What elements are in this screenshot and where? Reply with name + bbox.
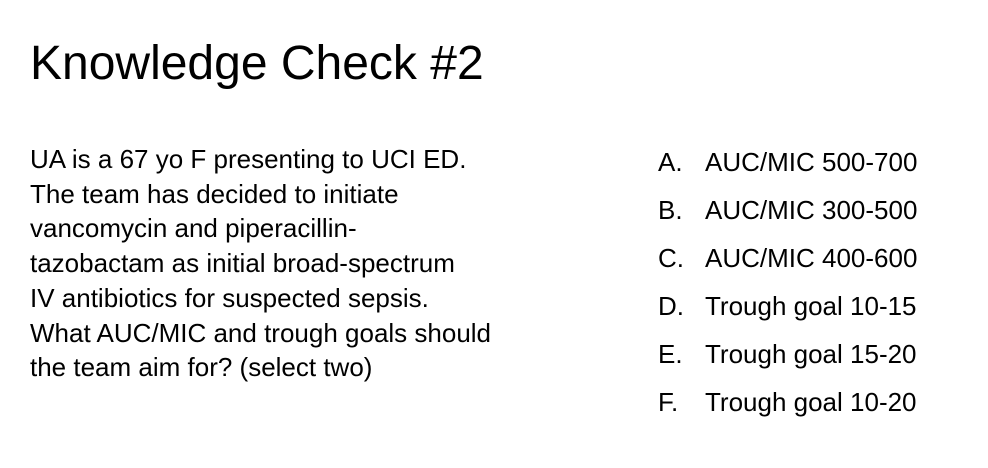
answer-option-f: [658, 378, 917, 426]
option-letter: C.: [658, 242, 684, 273]
answer-options-list: [658, 138, 917, 426]
question-line: the team aim for? (select two): [30, 352, 373, 383]
option-letter: E.: [658, 338, 683, 369]
option-letter: A.: [658, 146, 683, 177]
question-line: vancomycin and piperacillin-: [30, 213, 357, 244]
option-text: Trough goal 10-20: [705, 386, 917, 417]
answer-option-b: [658, 186, 917, 234]
question-text: [30, 142, 590, 385]
question-line: UA is a 67 yo F presenting to UCI ED.: [30, 144, 467, 174]
option-text: Trough goal 10-15: [705, 290, 917, 321]
answer-option-a: [658, 138, 917, 186]
option-letter: D.: [658, 290, 684, 321]
answer-option-d: [658, 282, 917, 330]
slide-title: Knowledge Check #2: [30, 37, 484, 90]
option-text: Trough goal 15-20: [705, 338, 917, 369]
question-line: The team has decided to initiate: [30, 178, 399, 209]
answer-option-e: [658, 330, 917, 378]
answer-option-c: [658, 234, 917, 282]
option-text: AUC/MIC 500-700: [705, 146, 918, 177]
option-letter: F.: [658, 386, 679, 417]
question-line: IV antibiotics for suspected sepsis.: [30, 282, 429, 313]
option-letter: B.: [658, 194, 683, 225]
question-line: tazobactam as initial broad-spectrum: [30, 248, 455, 279]
question-line: What AUC/MIC and trough goals should: [30, 317, 492, 348]
option-text: AUC/MIC 300-500: [705, 194, 918, 225]
option-text: AUC/MIC 400-600: [705, 242, 918, 273]
